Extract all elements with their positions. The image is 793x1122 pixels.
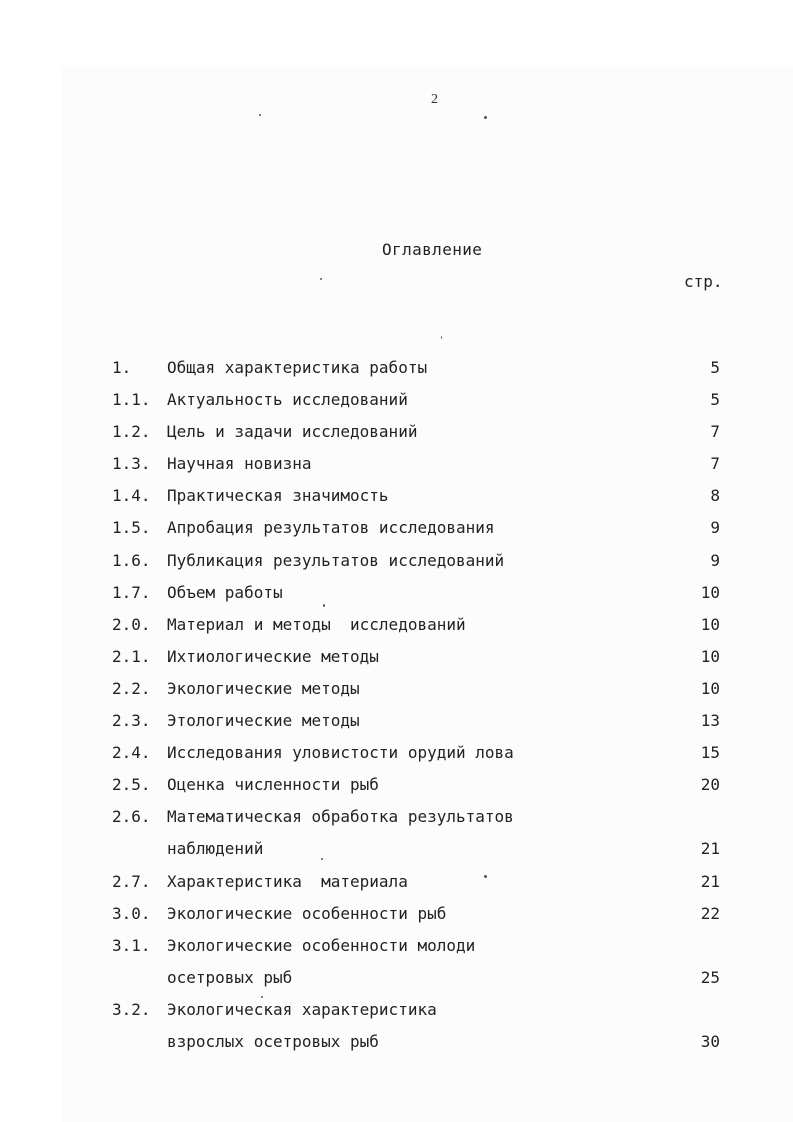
toc-entry-title: взрослых осетровых рыб	[167, 1031, 379, 1051]
toc-entry-number: 2.2.	[112, 678, 151, 698]
toc-entry-number: 2.0.	[112, 614, 151, 634]
toc-entry-number: 3.2.	[112, 999, 151, 1019]
toc-entry-number: 1.2.	[112, 422, 151, 442]
toc-entry-page: 10	[700, 646, 720, 666]
toc-entry-title: Экологические особенности рыб	[167, 903, 447, 923]
toc-entry-title: Характеристика материала	[167, 871, 408, 891]
toc-entry	[112, 711, 722, 743]
toc-entry-number: 1.1.	[112, 390, 151, 410]
toc-entry-page: 10	[700, 582, 720, 602]
toc-entry-title: Апробация результатов исследования	[167, 518, 495, 538]
toc-entry-page: 10	[700, 678, 720, 698]
scan-speck	[323, 604, 325, 607]
toc-entry-number: 3.1.	[112, 935, 151, 955]
scan-speck	[320, 278, 322, 280]
toc-entry	[112, 839, 722, 871]
toc-entry	[112, 936, 722, 968]
scan-speck	[484, 116, 487, 119]
toc-entry	[112, 1000, 722, 1032]
toc-entry-title: Практическая значимость	[167, 486, 389, 506]
toc-entry	[112, 615, 722, 647]
toc-entry-page: 21	[700, 839, 720, 859]
toc-entry-number: 2.5.	[112, 775, 151, 795]
toc-entry	[112, 583, 722, 615]
toc-entry	[112, 486, 722, 518]
toc-entry-title: Цель и задачи исследований	[167, 422, 418, 442]
page-column-label: стр.	[684, 272, 723, 291]
toc-entry-number: 1.6.	[112, 550, 151, 570]
scan-speck	[261, 996, 263, 998]
toc-entry-page: 8	[710, 486, 720, 506]
toc-entry-page: 5	[710, 390, 720, 410]
toc-entry-page: 9	[710, 550, 720, 570]
toc-title: Оглавление	[382, 240, 483, 259]
toc-entry-page: 25	[700, 967, 720, 987]
toc-entry-page: 15	[700, 743, 720, 763]
toc-entry	[112, 390, 722, 422]
toc-entry-number: 2.1.	[112, 646, 151, 666]
toc-entry-title: Научная новизна	[167, 454, 312, 474]
toc-entry	[112, 551, 722, 583]
toc-entry-page: 10	[700, 614, 720, 634]
toc-entry-page: 7	[710, 422, 720, 442]
toc-entry-title: Материал и методы исследований	[167, 614, 466, 634]
toc-entry-number: 1.3.	[112, 454, 151, 474]
toc-entry	[112, 775, 722, 807]
scan-speck	[259, 114, 261, 116]
toc-entry-page: 9	[710, 518, 720, 538]
toc-entry-title: Этологические методы	[167, 711, 360, 731]
toc-entry-number: 1.7.	[112, 582, 151, 602]
toc-entry-page: 22	[700, 903, 720, 923]
toc-entry-title: Оценка численности рыб	[167, 775, 379, 795]
toc-entry-number: 2.4.	[112, 743, 151, 763]
toc-entry-page: 21	[700, 871, 720, 891]
toc-entry-number: 1.4.	[112, 486, 151, 506]
toc-entry	[112, 647, 722, 679]
toc-entry	[112, 968, 722, 1000]
toc-entry-number: 2.3.	[112, 711, 151, 731]
toc-entry-number: 2.7.	[112, 871, 151, 891]
toc-entry-title: Объем работы	[167, 582, 283, 602]
toc-entry-title: Ихтиологические методы	[167, 646, 379, 666]
scan-speck	[484, 875, 487, 878]
toc-entry-title: Актуальность исследований	[167, 390, 408, 410]
toc-entry-page: 7	[710, 454, 720, 474]
toc-entry	[112, 422, 722, 454]
toc-entry-title: Исследования уловистости орудий лова	[167, 743, 514, 763]
toc-entry	[112, 872, 722, 904]
toc-entry	[112, 454, 722, 486]
page-number: 2	[431, 92, 438, 107]
toc-entry-number: 1.5.	[112, 518, 151, 538]
toc-entry-title: Экологическая характеристика	[167, 999, 437, 1019]
toc-entry-title: наблюдений	[167, 839, 264, 859]
toc-entry-page: 20	[700, 775, 720, 795]
toc-entry-title: Публикация результатов исследований	[167, 550, 505, 570]
scan-speck	[321, 858, 323, 860]
toc-entry	[112, 518, 722, 550]
toc-entry-number: 2.6.	[112, 807, 151, 827]
toc-entry-title: осетровых рыб	[167, 967, 293, 987]
toc-entry-title: Математическая обработка результатов	[167, 807, 514, 827]
toc-entry	[112, 1032, 722, 1064]
toc-entry	[112, 807, 722, 839]
toc-entry	[112, 679, 722, 711]
toc-entry	[112, 358, 722, 390]
toc-entry-number: 1.	[112, 358, 132, 377]
toc-entry-number: 3.0.	[112, 903, 151, 923]
toc-entry	[112, 743, 722, 775]
table-of-contents	[112, 358, 722, 1064]
toc-entry-page: 5	[710, 358, 720, 377]
scan-speck	[441, 336, 442, 339]
toc-entry	[112, 904, 722, 936]
toc-entry-page: 30	[700, 1031, 720, 1051]
toc-entry-title: Экологические особенности молоди	[167, 935, 476, 955]
toc-entry-page: 13	[700, 711, 720, 731]
toc-entry-title: Общая характеристика работы	[167, 358, 428, 377]
toc-entry-title: Экологические методы	[167, 678, 360, 698]
